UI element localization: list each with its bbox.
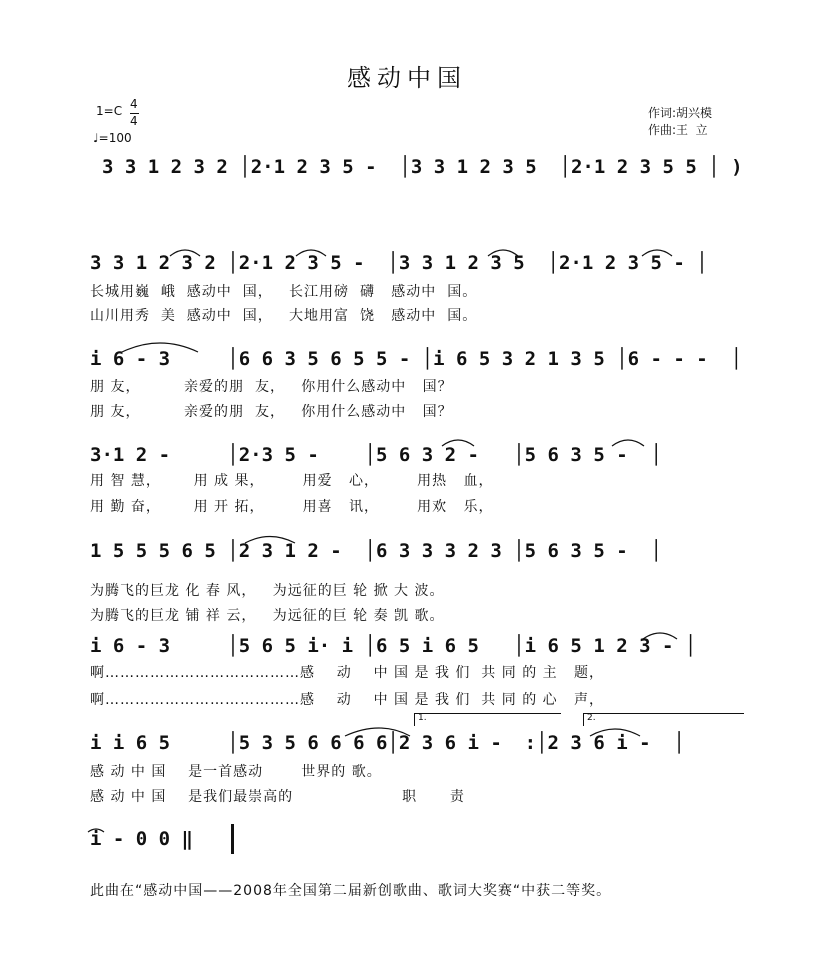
notation-line-2: i 6 - 3 │6 6 3 5 6 5 5 - │i 6 5 3 2 1 3 5 │6 - - - │ [90, 348, 743, 370]
second-ending-label: 2. [587, 713, 596, 723]
footer-note: 此曲在“感动中国——2008年全国第二届新创歌曲、歌词大奖赛“中获二等奖。 [90, 883, 612, 899]
lyric-line-5-verse-2: 啊…………………………………感 动 中 国 是 我 们 共 同 的 心 声， [90, 692, 605, 708]
lyric-line-1-verse-1: 长城用巍 峨 感动中 国， 长江用磅 礴 感动中 国。 [90, 284, 478, 300]
lyric-line-3-verse-2: 用 勤 奋， 用 开 拓， 用喜 讯， 用欢 乐， [90, 499, 494, 515]
tempo-mark: ♩=100 [93, 131, 132, 145]
composer-credit: 作曲:王 立 [648, 123, 708, 137]
lyric-line-4-verse-2: 为腾飞的巨龙 铺 祥 云， 为远征的巨 轮 奏 凯 歌。 [90, 608, 445, 624]
key-signature: 1=C [96, 104, 123, 118]
first-ending-label: 1. [418, 713, 427, 723]
notation-line-7: i - 0 0 ‖ [90, 828, 193, 850]
notation-line-1: 3 3 1 2 3 2 │2·1 2 3 5 - │3 3 1 2 3 5 │2·1 2 3 5 - │ [90, 252, 708, 274]
lyricist-credit: 作词:胡兴模 [648, 106, 713, 120]
lyric-line-3-verse-1: 用 智 慧， 用 成 果， 用爱 心， 用热 血， [90, 473, 494, 489]
time-signature-denominator: 4 [130, 114, 138, 128]
lyric-line-6-verse-1: 感 动 中 国 是一首感动 世界的 歌。 [90, 764, 382, 780]
song-title: 感动中国 [347, 64, 467, 92]
lyric-line-2-verse-1: 朋 友， 亲爱的朋 友， 你用什么感动中 国？ [90, 379, 453, 395]
lyric-line-2-verse-2: 朋 友， 亲爱的朋 友， 你用什么感动中 国？ [90, 404, 453, 420]
notation-line-5: i 6 - 3 │5 6 5 i· i │6 5 i 6 5 │i 6 5 1 2 3 - │ [90, 635, 697, 657]
lyric-line-5-verse-1: 啊…………………………………感 动 中 国 是 我 们 共 同 的 主 题， [90, 665, 605, 681]
notation-line-3: 3·1 2 - │2·3 5 - │5 6 3 2 - │5 6 3 5 - │ [90, 444, 662, 466]
lyric-line-1-verse-2: 山川用秀 美 感动中 国， 大地用富 饶 感动中 国。 [90, 308, 478, 324]
lyric-line-6-verse-2: 感 动 中 国 是我们最崇高的 职 责 [90, 789, 465, 805]
lyric-line-4-verse-1: 为腾飞的巨龙 化 春 风， 为远征的巨 轮 掀 大 波。 [90, 583, 445, 599]
notation-line-6: i i 6 5 │5 3 5 6 6 6 6│2 3 6 i - :│2 3 6 i - │ [90, 732, 685, 754]
time-signature-numerator: 4 [130, 97, 138, 111]
notation-line-4: 1 5 5 5 6 5 │2 3 1 2 - │6 3 3 3 2 3 │5 6 3 5 - │ [90, 540, 662, 562]
notation-line-intro: 3 3 1 2 3 2 │2·1 2 3 5 - │3 3 1 2 3 5 │2·1 2 3 5 5 │ ) [102, 156, 743, 178]
